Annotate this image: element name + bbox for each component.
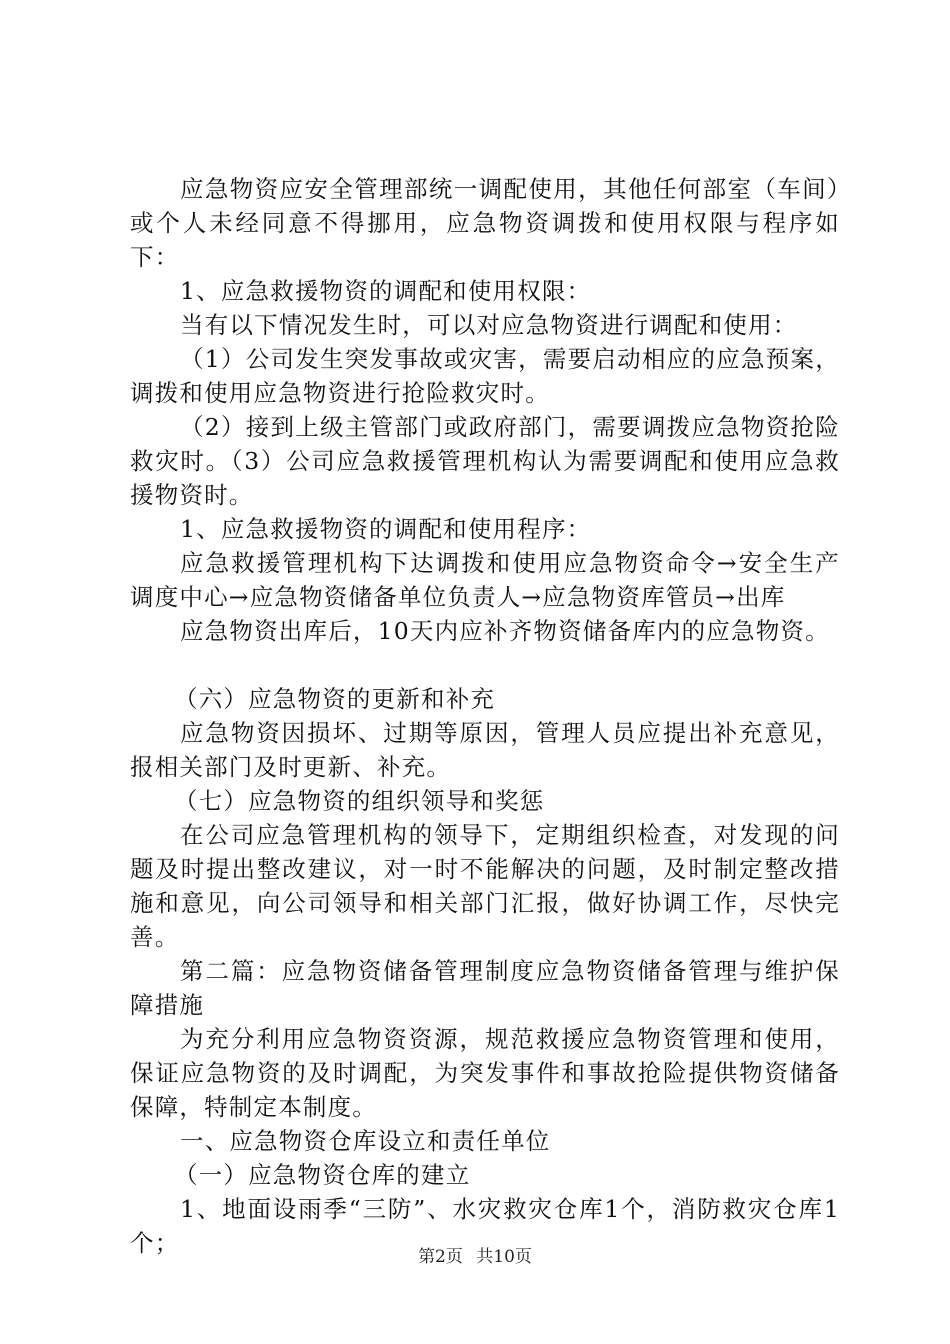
section-heading: （七）应急物资的组织领导和奖惩 [174,787,545,815]
paragraph: （1）公司发生突发事故或灾害，需要启动相应的应急预案，调拨和使用应急物资进行抢险救灾时。 [130,345,840,407]
paragraph: 1、应急救援物资的调配和使用程序： [180,515,592,543]
chapter-heading: 第二篇：应急物资储备管理制度应急物资储备管理与维护保障措施 [130,957,840,1019]
section-heading: （一）应急物资仓库的建立 [174,1161,471,1189]
section-heading: 一、应急物资仓库设立和责任单位 [180,1127,551,1155]
paragraph: 1、地面设雨季“三防”、水灾救灾仓库1个，消防救灾仓库1个； [130,1195,840,1257]
paragraph: 为充分利用应急物资资源，规范救援应急物资管理和使用，保证应急物资的及时调配，为突发事件和事故抢险提供物资储备保障，特制定本制度。 [130,1025,840,1121]
paragraph-gap [130,648,840,682]
paragraph: 应急物资出库后，10天内应补齐物资储备库内的应急物资。 [180,617,830,645]
paragraph: 当有以下情况发生时，可以对应急物资进行调配和使用： [180,311,798,339]
paragraph: （2）接到上级主管部门或政府部门，需要调拨应急物资抢险救灾时。（3）公司应急救援管理机构认为需要调配和使用应急救援物资时。 [130,413,840,509]
document-body [130,172,840,1260]
page-footer [0,1242,950,1267]
page-number: 第2页 [418,1247,463,1267]
paragraph: 1、应急救援物资的调配和使用权限： [180,277,592,305]
page-total: 共10页 [476,1247,532,1267]
paragraph: 在公司应急管理机构的领导下，定期组织检查，对发现的问题及时提出整改建议，对一时不能解决的问题，及时制定整改措施和意见，向公司领导和相关部门汇报，做好协调工作，尽快完善。 [130,821,840,951]
paragraph: 应急物资应安全管理部统一调配使用，其他任何部室（车间）或个人未经同意不得挪用，应急物资调拨和使用权限与程序如下： [130,175,840,271]
paragraph: 应急救援管理机构下达调拨和使用应急物资命令→安全生产调度中心→应急物资储备单位负责人→应急物资库管员→出库 [130,549,840,611]
section-heading: （六）应急物资的更新和补充 [174,685,496,713]
paragraph: 应急物资因损坏、过期等原因，管理人员应提出补充意见，报相关部门及时更新、补充。 [130,719,840,781]
